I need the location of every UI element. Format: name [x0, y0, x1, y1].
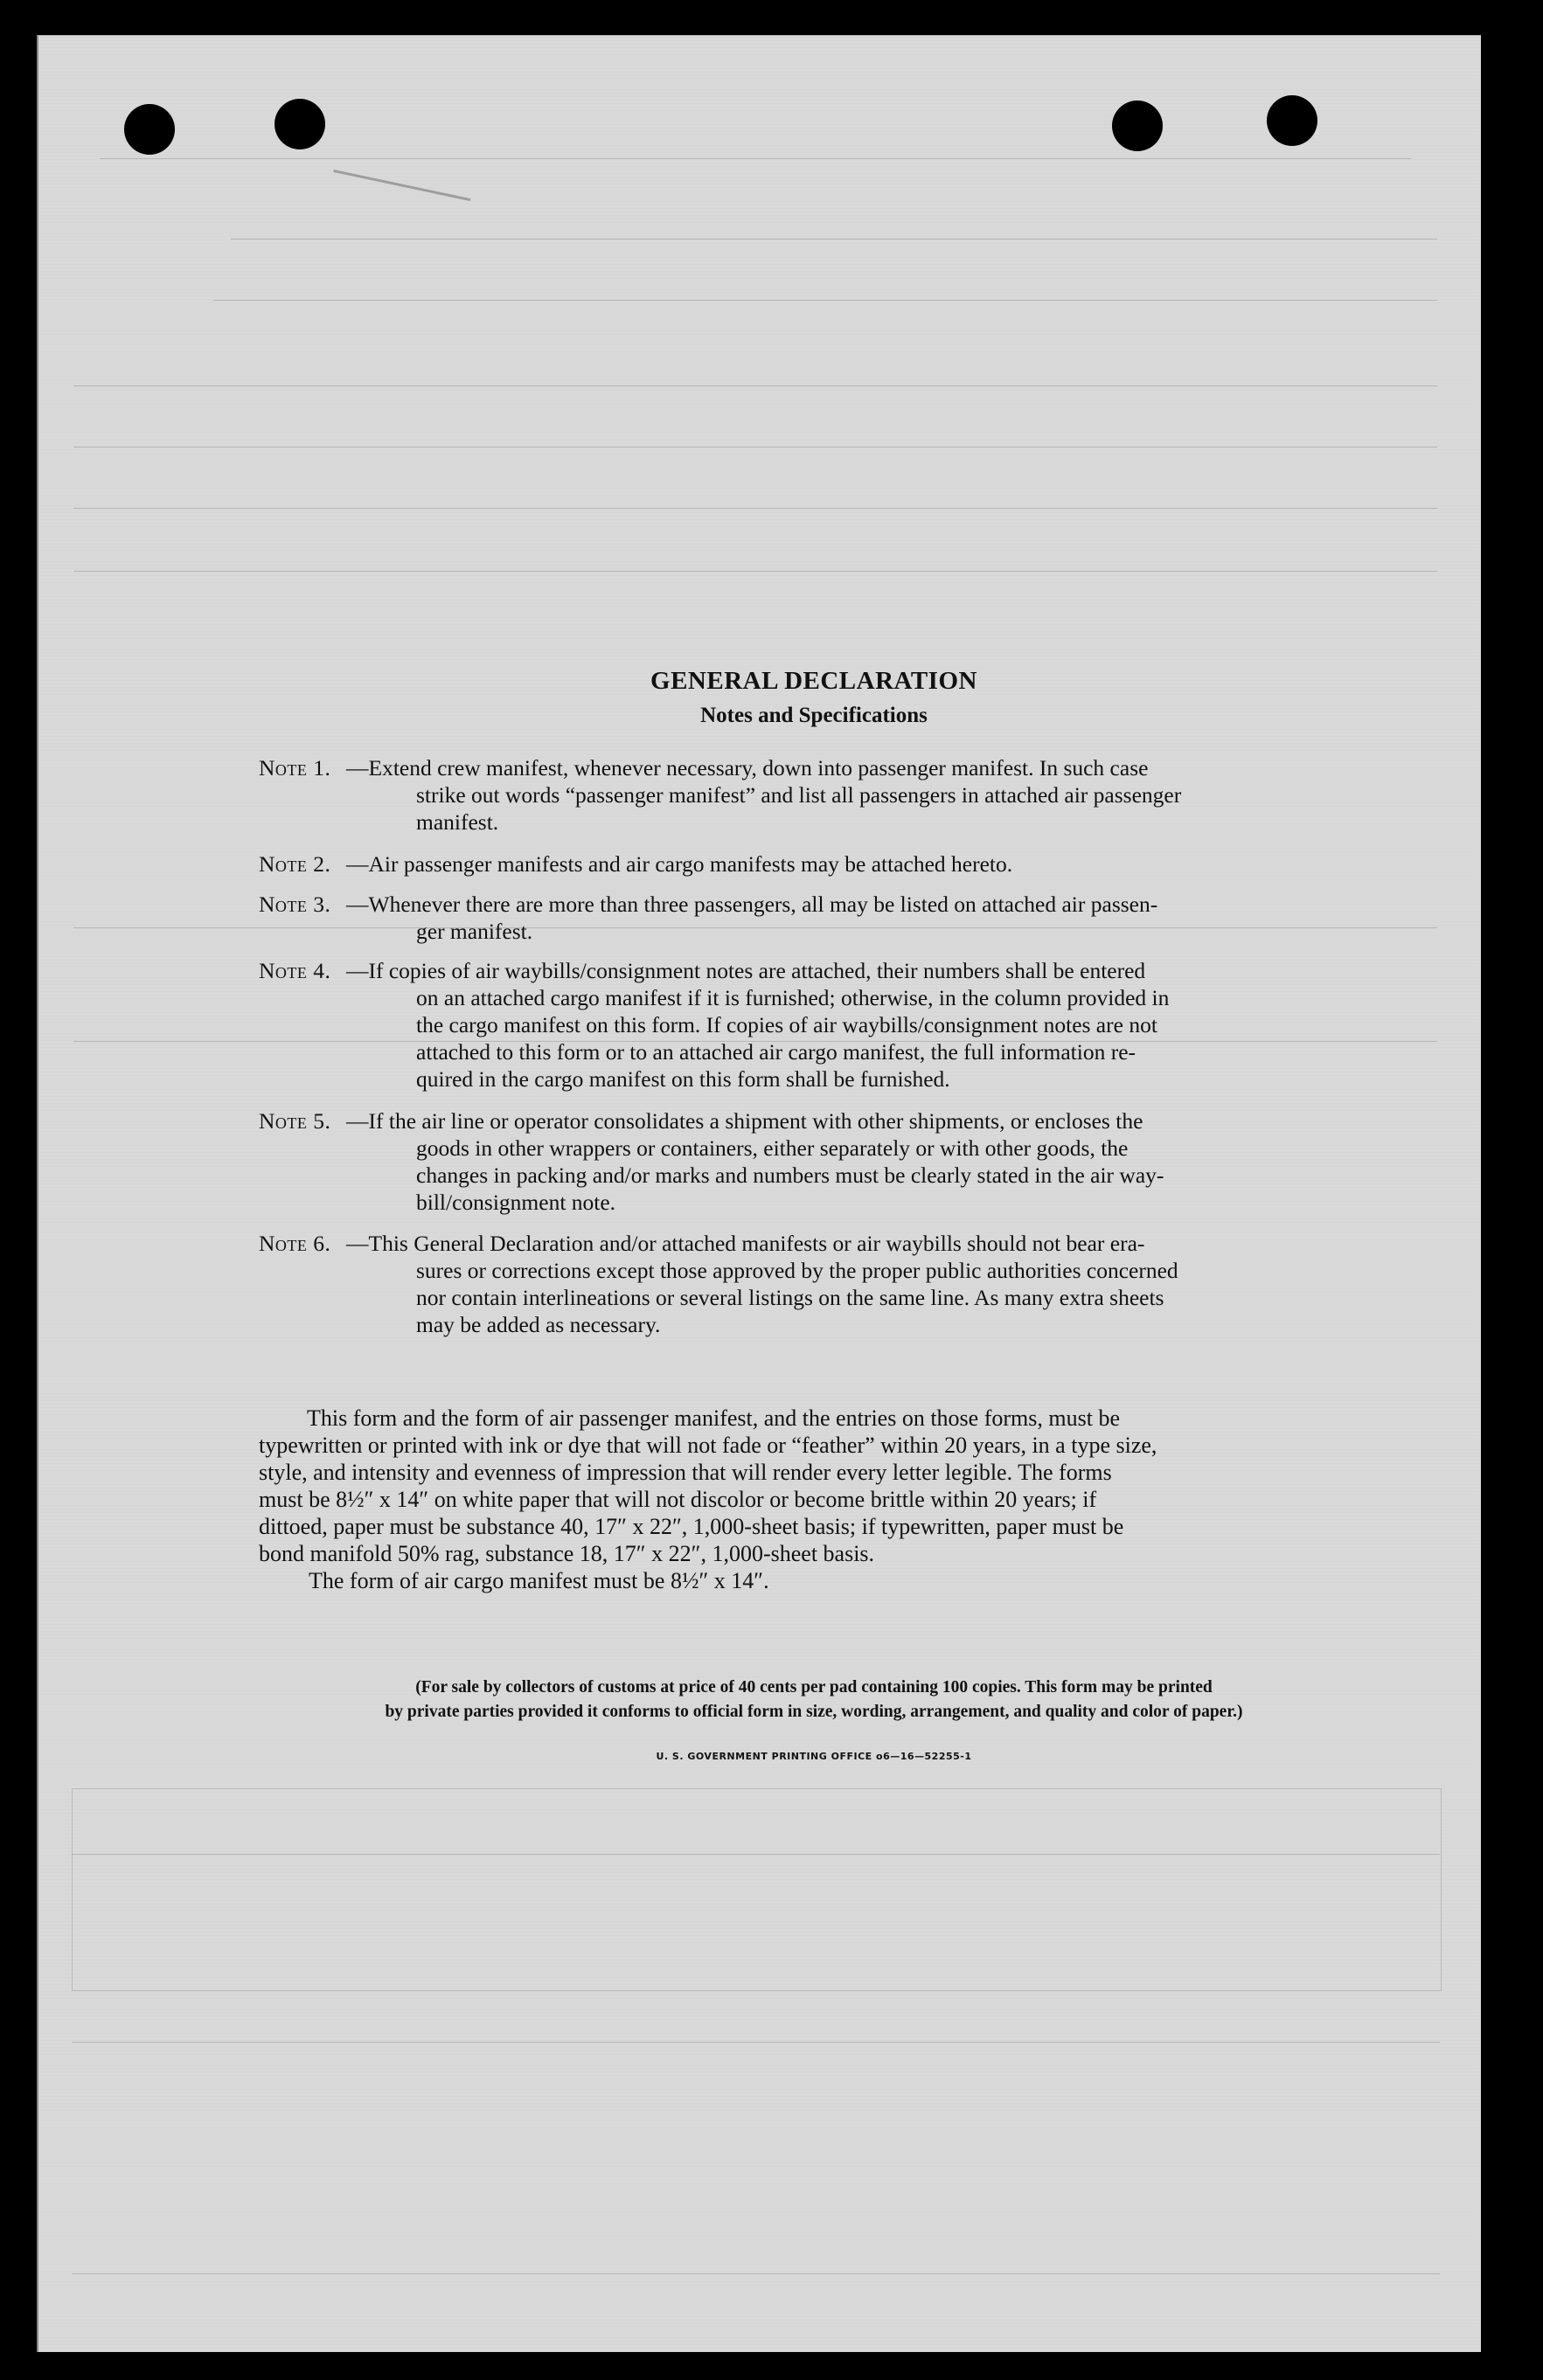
- note-line: bill/consignment note.: [416, 1190, 616, 1215]
- spec-line: This form and the form of air passenger manifest, and the entries on those forms, must be: [307, 1405, 1120, 1431]
- note-line: —Whenever there are more than three passengers, all may be listed on attached air passen-: [346, 892, 1158, 917]
- note-line: strike out words “passenger manifest” and list all passengers in attached air passenger: [416, 782, 1182, 808]
- note-label: Note 6.: [259, 1231, 331, 1256]
- note-label: Note 5.: [259, 1108, 331, 1134]
- note-line: —If copies of air waybills/consignment notes are attached, their numbers shall be entered: [346, 958, 1146, 983]
- note-text: [346, 957, 1365, 1093]
- note-text: [346, 850, 1365, 878]
- specification-paragraph: [259, 1405, 1365, 1567]
- page-title: GENERAL DECLARATION: [650, 667, 977, 695]
- note-5: [259, 1107, 1365, 1216]
- note-line: nor contain interlineations or several listings on the same line. As many extra sheets: [416, 1285, 1164, 1310]
- note-text: [346, 891, 1365, 945]
- note-line: on an attached cargo manifest if it is furnished; otherwise, in the column provided in: [416, 985, 1170, 1010]
- note-label: Note 2.: [259, 851, 331, 877]
- note-line: —This General Declaration and/or attached manifests or air waybills should not bear era-: [346, 1231, 1145, 1256]
- cargo-manifest-size: The form of air cargo manifest must be 8½″ x 14″.: [309, 1568, 769, 1593]
- reverse-rule: [100, 158, 1411, 159]
- spec-line: style, and intensity and evenness of impression that will render every letter legible. The forms: [259, 1460, 1112, 1485]
- note-line: —Air passenger manifests and air cargo manifests may be attached hereto.: [346, 851, 1013, 877]
- sale-note-line: (For sale by collectors of customs at price of 40 cents per pad containing 100 copies. This form may be printed: [415, 1678, 1213, 1697]
- punch-hole: [1112, 101, 1163, 151]
- printer-imprint: U. S. GOVERNMENT PRINTING OFFICE o6—16—52255-1: [656, 1751, 972, 1762]
- sale-note: [259, 1676, 1369, 1724]
- reverse-rule: [72, 1854, 1440, 1855]
- note-line: the cargo manifest on this form. If copies of air waybills/consignment notes are not: [416, 1012, 1157, 1037]
- spec-line: must be 8½″ x 14″ on white paper that will not discolor or become brittle within 20 years; if: [259, 1487, 1097, 1512]
- note-line: quired in the cargo manifest on this form shall be furnished.: [416, 1066, 950, 1092]
- note-text: [346, 754, 1365, 836]
- note-line: ger manifest.: [416, 919, 533, 944]
- spec-line: bond manifold 50% rag, substance 18, 17″ x 22″, 1,000-sheet basis.: [259, 1541, 875, 1566]
- note-line: —If the air line or operator consolidates a shipment with other shipments, or encloses the: [346, 1108, 1143, 1134]
- note-3: [259, 891, 1365, 945]
- spec-line: typewritten or printed with ink or dye that will not fade or “feather” within 20 years, in a type size,: [259, 1433, 1157, 1458]
- document-sheet: [37, 35, 1481, 2352]
- note-line: changes in packing and/or marks and numbers must be clearly stated in the air way-: [416, 1162, 1164, 1188]
- reverse-rule: [73, 571, 1437, 572]
- punch-hole: [124, 104, 175, 155]
- note-line: manifest.: [416, 809, 499, 835]
- spec-line: dittoed, paper must be substance 40, 17″ x 22″, 1,000-sheet basis; if typewritten, paper must be: [259, 1514, 1124, 1539]
- note-label: Note 1.: [259, 755, 331, 781]
- note-6: [259, 1230, 1365, 1338]
- reverse-rule: [213, 300, 1437, 301]
- reverse-stamp-bleed: [333, 135, 477, 201]
- reverse-rule: [73, 385, 1437, 386]
- reverse-table-bleed: [72, 1788, 1442, 1991]
- sale-note-line: by private parties provided it conforms to official form in size, wording, arrangement, and quality and color of paper.): [385, 1703, 1243, 1721]
- note-line: may be added as necessary.: [416, 1312, 661, 1337]
- note-1: [259, 754, 1365, 836]
- note-line: —Extend crew manifest, whenever necessary, down into passenger manifest. In such case: [346, 755, 1149, 781]
- reverse-rule: [72, 2042, 1440, 2043]
- note-line: sures or corrections except those approved by the proper public authorities concerned: [416, 1258, 1178, 1283]
- note-label: Note 4.: [259, 958, 331, 983]
- note-label: Note 3.: [259, 892, 331, 917]
- note-text: [346, 1230, 1365, 1338]
- punch-hole: [275, 99, 325, 149]
- reverse-rule: [72, 2273, 1440, 2274]
- punch-hole: [1267, 95, 1317, 146]
- reverse-rule: [73, 447, 1437, 448]
- note-text: [346, 1107, 1365, 1216]
- page-subtitle: Notes and Specifications: [700, 704, 928, 727]
- reverse-rule: [73, 508, 1437, 509]
- note-2: [259, 850, 1365, 878]
- note-4: [259, 957, 1365, 1093]
- note-line: attached to this form or to an attached air cargo manifest, the full information re-: [416, 1039, 1136, 1065]
- note-line: goods in other wrappers or containers, either separately or with other goods, the: [416, 1135, 1129, 1161]
